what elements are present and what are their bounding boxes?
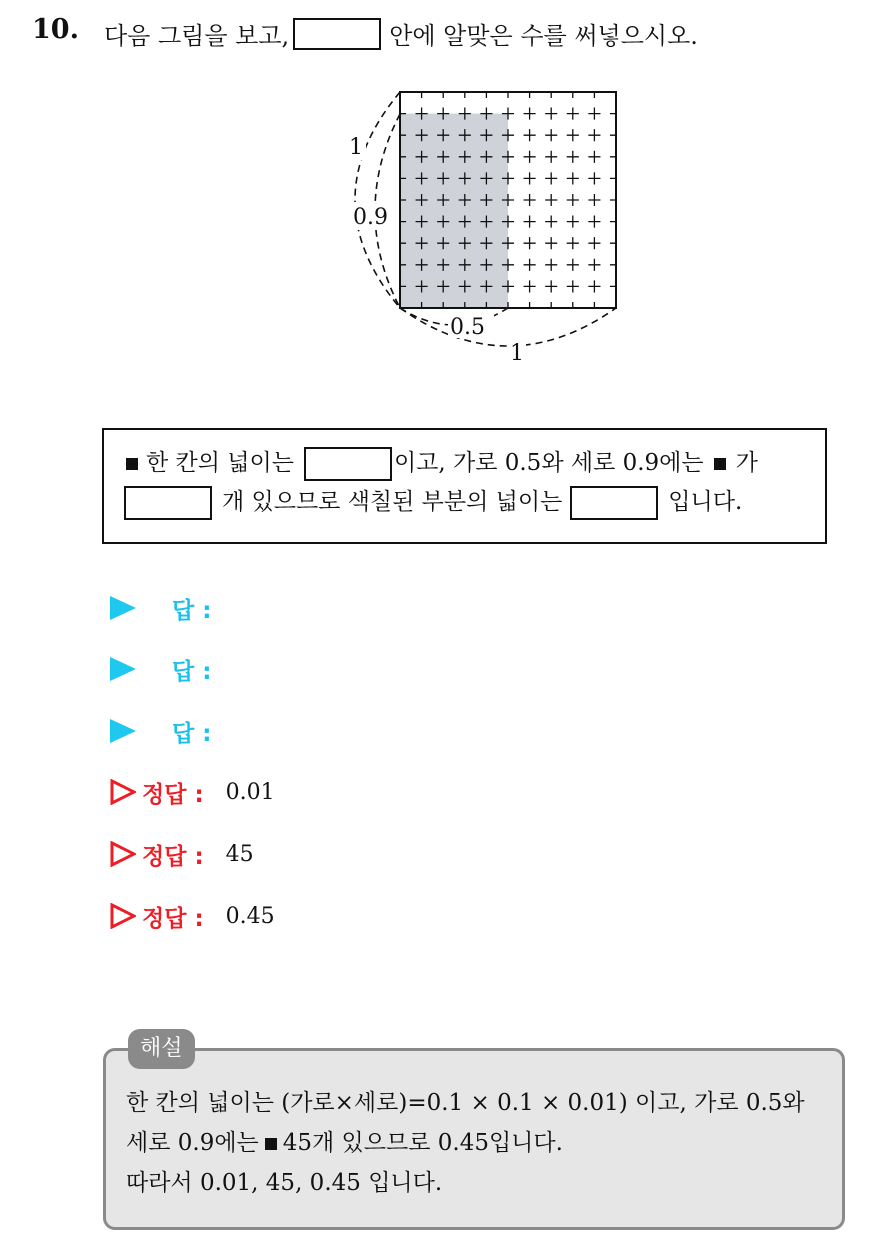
explanation-text: 이고, 가로 0.5와 세로 0.9에는	[393, 450, 704, 476]
shaded-area-rect	[400, 114, 508, 308]
solution-text: 세로 0.9에는	[126, 1130, 259, 1156]
correct-answer-row	[110, 839, 254, 869]
correct-label: 정답 :	[142, 843, 204, 870]
explanation-text: 한 칸의 넓이는	[146, 450, 294, 476]
shaded-region	[400, 114, 508, 308]
explanation-text: 입니다.	[668, 489, 743, 515]
answer-row[interactable]	[110, 654, 211, 684]
correct-value: 0.45	[225, 903, 275, 929]
solution-line-3: 따라서 0.01, 45, 0.45 입니다.	[126, 1170, 443, 1196]
solution-line-2	[126, 1123, 842, 1163]
question-number: 10.	[32, 14, 79, 45]
square-unit-icon	[265, 1138, 277, 1150]
label-left-outer: 1	[349, 135, 363, 160]
explanation-text: 가	[735, 450, 758, 476]
solution-box	[103, 1048, 845, 1230]
brace-left-outer	[355, 92, 400, 308]
play-triangle-icon	[110, 657, 136, 681]
explanation-text: 개 있으므로 색칠된 부분의 넓이는	[222, 489, 563, 515]
square-unit-icon	[714, 458, 726, 470]
answer-label: 답 :	[172, 658, 212, 685]
question-text	[104, 16, 698, 51]
label-bottom-inner: 0.5	[450, 315, 485, 340]
correct-value: 0.01	[225, 779, 275, 805]
solution-tag: 해설	[128, 1029, 195, 1069]
play-triangle-icon	[110, 596, 136, 620]
outline-triangle-icon	[110, 779, 136, 805]
answer-row[interactable]	[110, 593, 211, 623]
question-text-after: 안에 알맞은 수를 써넣으시오.	[389, 22, 698, 50]
blank-box-count[interactable]	[124, 486, 212, 520]
solution-text: 45개 있으므로 0.45입니다.	[282, 1130, 563, 1156]
play-triangle-icon	[110, 719, 136, 743]
correct-label: 정답 :	[142, 781, 204, 808]
square-unit-icon	[126, 458, 138, 470]
question-blank-box[interactable]	[293, 18, 381, 50]
blank-box-cell-area[interactable]	[304, 447, 392, 481]
label-bottom-outer: 1	[510, 341, 524, 366]
explanation-line-2	[124, 483, 825, 522]
outline-triangle-icon	[110, 903, 136, 929]
correct-value: 45	[225, 841, 254, 867]
correct-answer-row	[110, 901, 275, 931]
answer-label: 답 :	[172, 597, 212, 624]
correct-label: 정답 :	[142, 905, 204, 932]
explanation-line-1	[124, 444, 825, 483]
answer-label: 답 :	[172, 720, 212, 747]
label-left-inner: 0.9	[353, 205, 388, 230]
solution-line-1: 한 칸의 넓이는 (가로×세로)=0.1 × 0.1 × 0.01) 이고, 가로 0.5와	[126, 1090, 805, 1116]
correct-answer-row	[110, 777, 275, 807]
question-text-before: 다음 그림을 보고,	[104, 22, 290, 50]
grid-figure	[330, 84, 630, 374]
answer-row[interactable]	[110, 716, 211, 746]
blank-box-shaded-area[interactable]	[570, 486, 658, 520]
explanation-box	[102, 428, 827, 544]
outline-triangle-icon	[110, 841, 136, 867]
